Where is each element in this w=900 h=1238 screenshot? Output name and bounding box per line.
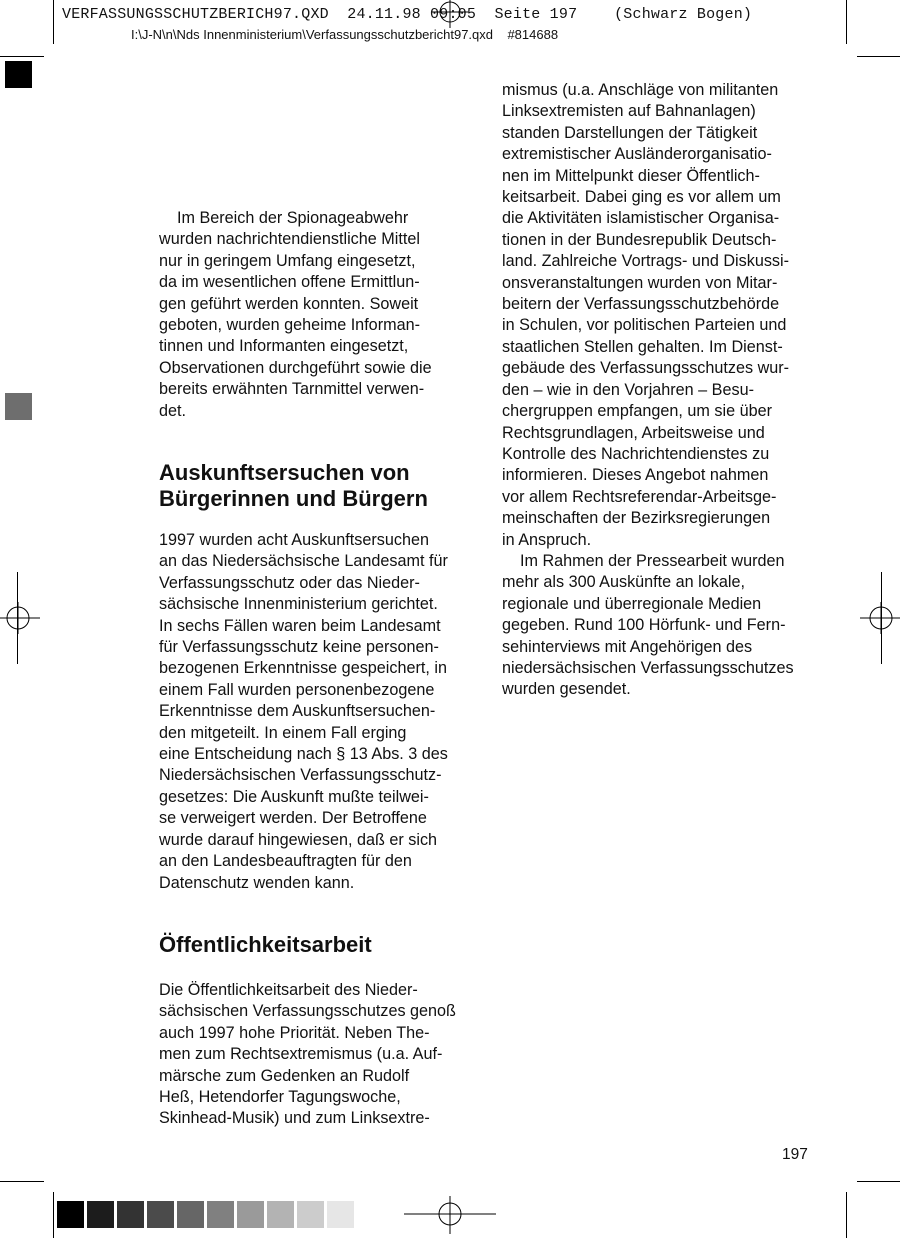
text-line: Verfassungsschutz oder das Nieder- xyxy=(159,573,420,592)
text-line: wurden gesendet. xyxy=(502,680,631,699)
text-line: 1997 wurden acht Auskunftsersuchen xyxy=(159,531,429,549)
file-path-line: I:\J-N\n\Nds Innenministerium\Verfassungsschutzbericht97.qxd #814688 xyxy=(131,27,559,42)
text-line: wurde darauf hingewiesen, daß er sich xyxy=(159,830,438,849)
crop-line-bottom-left-h xyxy=(0,1181,44,1182)
left-column xyxy=(159,0,469,1140)
text-line: beitern der Verfassungsschutzbehörde xyxy=(502,295,780,314)
text-line: Datenschutz wenden kann. xyxy=(159,873,355,892)
intro-paragraph xyxy=(159,208,432,422)
text-line: regionale und überregionale Medien xyxy=(502,594,762,613)
text-line: men zum Rechtsextremismus (u.a. Auf- xyxy=(159,1045,443,1064)
gray-swatch xyxy=(267,1201,294,1228)
text-line: Observationen durchgeführt sowie die xyxy=(159,358,432,377)
registration-mark-left xyxy=(0,600,40,636)
text-line: nur in geringem Umfang eingesetzt, xyxy=(159,251,416,270)
text-line: die Aktivitäten islamistischer Organisa- xyxy=(502,209,780,228)
text-line: keitsarbeit. Dabei ging es vor allem um xyxy=(502,188,781,207)
text-line: staatlichen Stellen gehalten. Im Dienst- xyxy=(502,337,783,356)
text-line: Erkenntnisse dem Auskunftsersuchen- xyxy=(159,702,436,721)
text-line: tionen in der Bundesrepublik Deutsch- xyxy=(502,230,777,249)
gray-swatch xyxy=(297,1201,324,1228)
gray-swatch xyxy=(237,1201,264,1228)
heading-line: Auskunftsersuchen von xyxy=(159,460,410,485)
gray-swatch xyxy=(87,1201,114,1228)
text-line: in Schulen, vor politischen Parteien und xyxy=(502,316,787,335)
page-number: 197 xyxy=(782,1146,808,1163)
registration-mark-bottom xyxy=(404,1196,496,1234)
text-line: gen geführt werden konnten. Soweit xyxy=(159,294,419,313)
text-line: geboten, wurden geheime Informan- xyxy=(159,316,420,335)
text-line: bezogenen Erkenntnisse gespeichert, in xyxy=(159,659,447,678)
text-line: Linksextremisten auf Bahnanlagen) xyxy=(502,102,756,121)
text-line: det. xyxy=(159,401,187,420)
text-line: Im Rahmen der Pressearbeit wurden xyxy=(502,552,785,570)
text-line: den mitgeteilt. In einem Fall erging xyxy=(159,723,407,742)
section-heading-auskunftsersuchen xyxy=(159,460,428,512)
text-line: se verweigert werden. Der Betroffene xyxy=(159,809,427,828)
text-line: onsveranstaltungen wurden von Mitar- xyxy=(502,273,778,292)
text-line: extremistischer Ausländerorganisatio- xyxy=(502,145,772,164)
text-line: gegeben. Rund 100 Hörfunk- und Fern- xyxy=(502,616,786,635)
text-line: mehr als 300 Auskünfte an lokale, xyxy=(502,573,745,592)
press-paragraph xyxy=(502,551,794,701)
crop-line-bottom-right-h xyxy=(857,1181,900,1182)
gray-side-marker xyxy=(5,393,32,420)
text-line: Im Bereich der Spionageabwehr xyxy=(159,209,409,227)
oeffentlichkeitsarbeit-paragraph xyxy=(159,980,456,1130)
text-line: standen Darstellungen der Tätigkeit xyxy=(502,123,758,142)
crop-line-bottom-left-v xyxy=(53,1192,54,1238)
text-line: für Verfassungsschutz keine personen- xyxy=(159,638,439,657)
text-line: an den Landesbeauftragten für den xyxy=(159,852,412,871)
text-line: chergruppen empfangen, um sie über xyxy=(502,402,772,421)
text-line: den – wie in den Vorjahren – Besu- xyxy=(502,380,754,399)
black-side-marker xyxy=(5,61,32,88)
text-line: sächsische Innenministerium gerichtet. xyxy=(159,595,438,614)
gray-swatch xyxy=(117,1201,144,1228)
text-line: wurden nachrichtendienstliche Mittel xyxy=(159,230,420,249)
text-line: niedersächsischen Verfassungsschutzes xyxy=(502,659,794,678)
text-line: eine Entscheidung nach § 13 Abs. 3 des xyxy=(159,745,448,764)
heading-line: Öffentlichkeitsarbeit xyxy=(159,932,372,957)
text-line: Heß, Hetendorfer Tagungswoche, xyxy=(159,1088,401,1107)
heading-line: Bürgerinnen und Bürgern xyxy=(159,486,428,511)
text-line: meinschaften der Bezirksregierungen xyxy=(502,509,771,528)
text-line: bereits erwähnten Tarnmittel verwen- xyxy=(159,380,425,399)
text-line: tinnen und Informanten eingesetzt, xyxy=(159,337,409,356)
text-line: Die Öffentlichkeitsarbeit des Nieder- xyxy=(159,981,418,999)
gray-swatch xyxy=(327,1201,354,1228)
print-slug-line: VERFASSUNGSSCHUTZBERICH97.QXD 24.11.98 09:05 Seite 197 (Schwarz Bogen) xyxy=(62,6,753,23)
gray-swatch xyxy=(57,1201,84,1228)
text-line: gesetzes: Die Auskunft mußte teilwei- xyxy=(159,787,429,806)
text-line: sehinterviews mit Angehörigen des xyxy=(502,637,753,656)
auskunftsersuchen-paragraph xyxy=(159,530,448,894)
continuation-paragraph xyxy=(502,80,789,551)
text-line: Rechtsgrundlagen, Arbeitsweise und xyxy=(502,423,765,442)
gray-swatch xyxy=(177,1201,204,1228)
right-column xyxy=(502,0,832,720)
text-line: märsche zum Gedenken an Rudolf xyxy=(159,1066,410,1085)
text-line: Kontrolle des Nachrichtendienstes zu xyxy=(502,444,770,463)
text-line: Skinhead-Musik) und zum Linksextre- xyxy=(159,1109,430,1128)
text-line: einem Fall wurden personenbezogene xyxy=(159,680,435,699)
text-line: sächsischen Verfassungsschutzes genoß xyxy=(159,1002,456,1021)
text-line: gebäude des Verfassungsschutzes wur- xyxy=(502,359,790,378)
crop-line-top-left-h xyxy=(0,56,44,57)
text-line: In sechs Fällen waren beim Landesamt xyxy=(159,616,441,635)
section-heading-oeffentlichkeitsarbeit xyxy=(159,932,372,958)
text-line: da im wesentlichen offene Ermittlun- xyxy=(159,273,420,292)
text-line: nen im Mittelpunkt dieser Öffentlich- xyxy=(502,166,760,185)
gray-swatch xyxy=(207,1201,234,1228)
registration-mark-right xyxy=(860,600,900,636)
text-line: informieren. Dieses Angebot nahmen xyxy=(502,466,769,485)
crop-line-top-right-h xyxy=(857,56,900,57)
gray-swatch xyxy=(147,1201,174,1228)
text-line: an das Niedersächsische Landesamt für xyxy=(159,552,448,571)
text-line: land. Zahlreiche Vortrags- und Diskussi- xyxy=(502,252,790,271)
text-line: auch 1997 hohe Priorität. Neben The- xyxy=(159,1023,430,1042)
text-line: mismus (u.a. Anschläge von militanten xyxy=(502,81,779,99)
text-line: vor allem Rechtsreferendar-Arbeitsge- xyxy=(502,487,777,506)
text-line: in Anspruch. xyxy=(502,530,592,549)
crop-line-top-left-v xyxy=(53,0,54,44)
crop-line-bottom-right-v xyxy=(846,1192,847,1238)
crop-line-top-right-v xyxy=(846,0,847,44)
text-line: Niedersächsischen Verfassungsschutz- xyxy=(159,766,442,785)
